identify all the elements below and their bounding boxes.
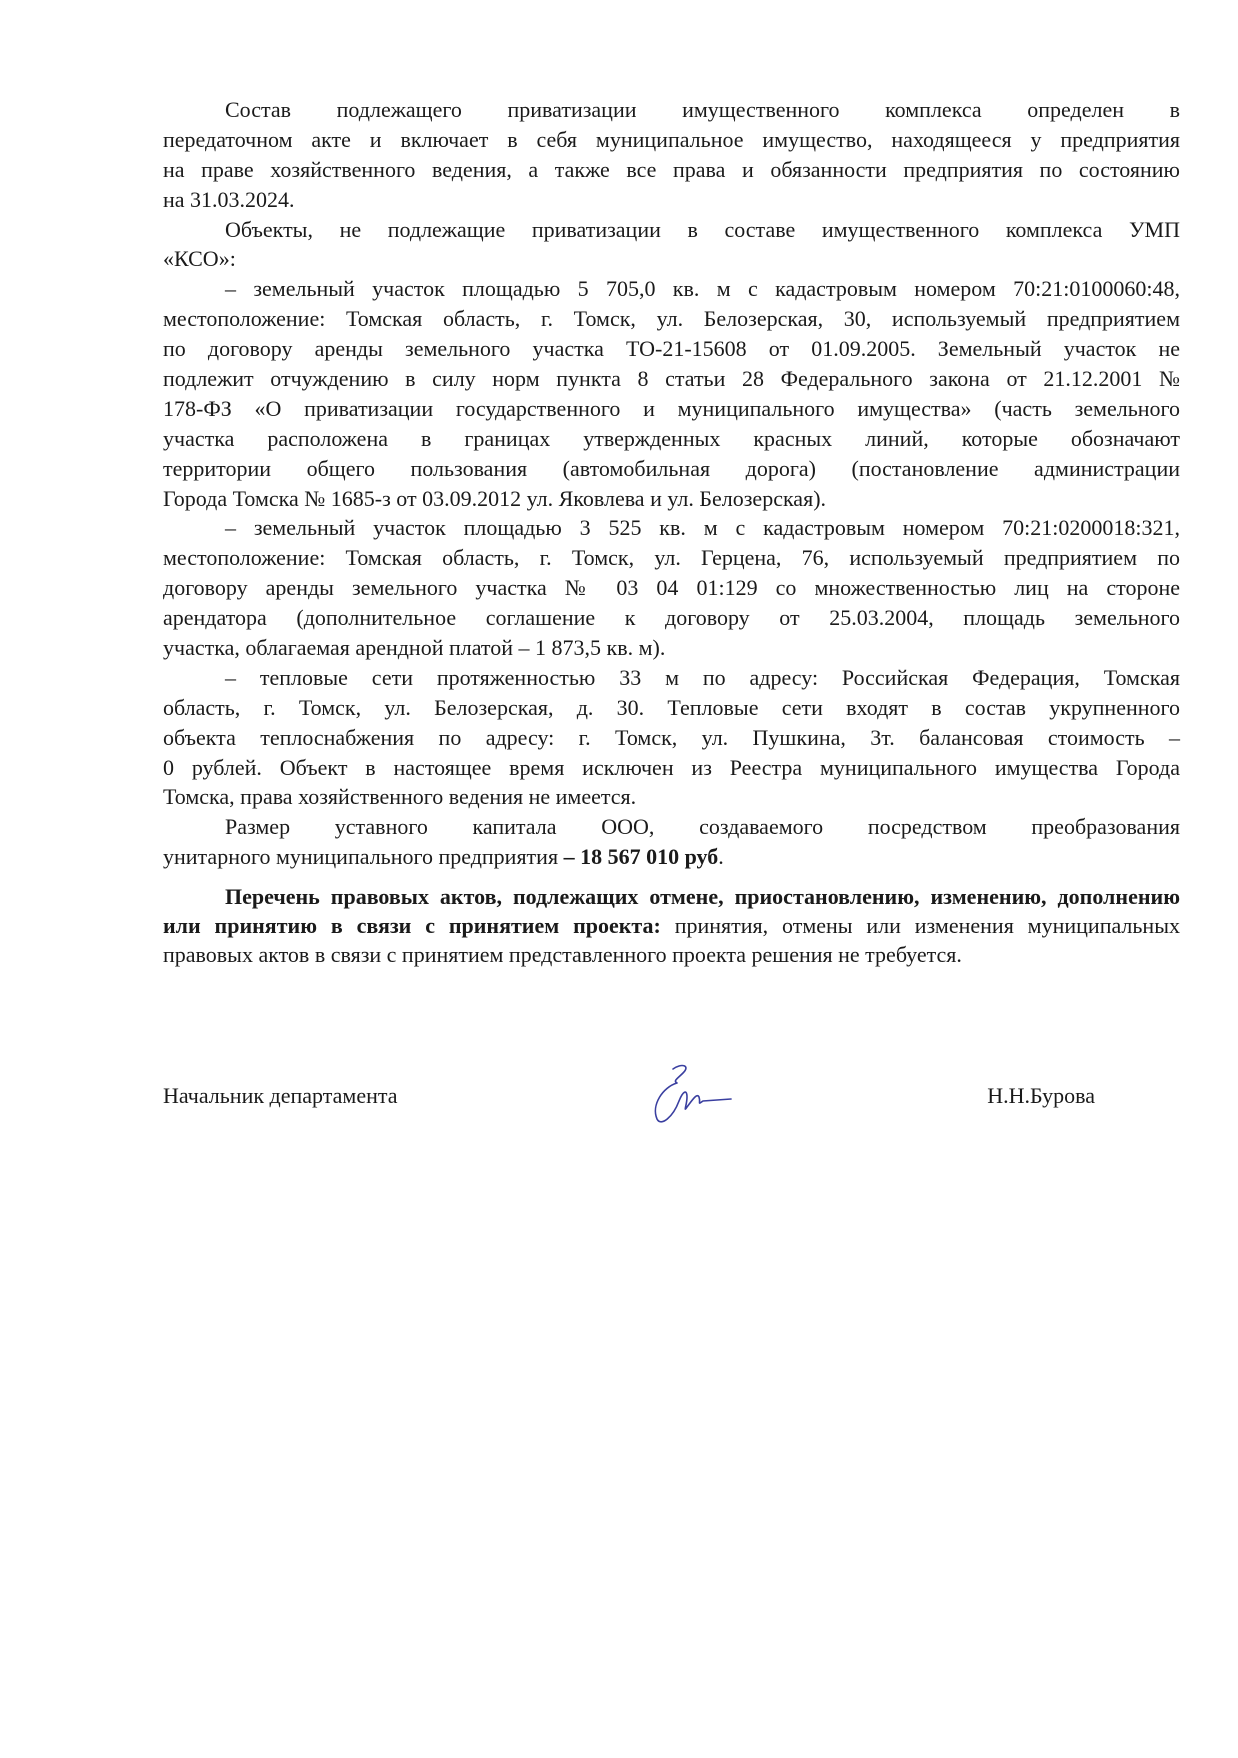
text-line: объекта теплоснабжения по адресу: г. Томск, ул. Пушкина, 3т. балансовая стоимость –	[163, 724, 1180, 750]
text-line	[163, 842, 1180, 872]
capital-amount: – 18 567 010 руб	[563, 844, 719, 870]
paragraph-excluded-objects	[163, 215, 1180, 275]
text-line: 178-ФЗ «О приватизации государственного и муниципального имущества» (часть земельного	[163, 395, 1180, 421]
text-line: Города Томска № 1685-з от 03.09.2012 ул. Яковлева и ул. Белозерская).	[163, 485, 827, 511]
paragraph-heat-networks	[163, 663, 1180, 812]
text-line: – земельный участок площадью 3 525 кв. м с кадастровым номером 70:21:0200018:321,	[225, 515, 1180, 541]
text-line: территории общего пользования (автомобильная дорога) (постановление администрации	[163, 455, 1180, 481]
text-line: арендатора (дополнительное соглашение к договору от 25.03.2004, площадь земельного	[163, 605, 1180, 631]
text-line: Размер уставного капитала ООО, создаваемого посредством преобразования	[225, 814, 1180, 840]
text-line: подлежит отчуждению в силу норм пункта 8 статьи 28 Федерального закона от 21.12.2001 №	[163, 366, 1180, 392]
handwritten-signature-icon	[643, 1061, 743, 1131]
text-line: на праве хозяйственного ведения, а также все права и обязанности предприятия по состоянию	[163, 156, 1180, 182]
text-line: Томска, права хозяйственного ведения не имеется.	[163, 784, 637, 810]
paragraph-legal-acts	[163, 882, 1180, 969]
text-line: на 31.03.2024.	[163, 186, 295, 212]
text-line: область, г. Томск, ул. Белозерская, д. 30. Тепловые сети входят в состав укрупненного	[163, 694, 1180, 720]
text-line: участка расположена в границах утвержденных красных линий, которые обозначают	[163, 425, 1180, 451]
text-line: Состав подлежащего приватизации имущественного комплекса определен в	[225, 97, 1180, 122]
text-line: Объекты, не подлежащие приватизации в составе имущественного комплекса УМП	[225, 216, 1180, 242]
paragraph-land-plot-1	[163, 274, 1180, 513]
paragraph-authorized-capital	[163, 812, 1180, 872]
text-line: – тепловые сети протяженностью 33 м по адресу: Российская Федерация, Томская	[225, 664, 1180, 690]
paragraph-composition	[163, 95, 1180, 215]
text-line: местоположение: Томская область, г. Томск, ул. Герцена, 76, используемый предприятием по	[163, 545, 1180, 571]
text-line: передаточном акте и включает в себя муниципальное имущество, находящееся у предприятия	[163, 126, 1180, 152]
text-line: договору аренды земельного участка № 03 04 01:129 со множественностью лиц на стороне	[163, 575, 1180, 601]
text-line: местоположение: Томская область, г. Томск, ул. Белозерская, 30, используемый предприятием	[163, 306, 1180, 332]
text-line: – земельный участок площадью 5 705,0 кв. м с кадастровым номером 70:21:0100060:48,	[225, 276, 1180, 302]
text-line: «КСО»:	[163, 246, 236, 272]
signatory-name: Н.Н.Бурова	[987, 1083, 1095, 1108]
document-body	[163, 95, 1180, 872]
paragraph-land-plot-2	[163, 513, 1180, 662]
signatory-title: Начальник департамента	[163, 1083, 398, 1108]
text-line: участка, облагаемая арендной платой – 1 873,5 кв. м).	[163, 635, 666, 661]
text-line: 0 рублей. Объект в настоящее время исключен из Реестра муниципального имущества Города	[163, 754, 1180, 780]
legal-acts-text: принятия, отмены или изменения муниципальных правовых актов в связи с принятием представленного проекта решения не требуется.	[163, 913, 1180, 967]
legal-acts-heading: Перечень правовых актов, подлежащих отмене, приостановлению, изменению, дополнению или принятию в связи с принятием проекта:	[163, 884, 1180, 938]
capital-prefix: унитарного муниципального предприятия	[163, 844, 564, 870]
capital-suffix: .	[718, 844, 724, 870]
text-line: по договору аренды земельного участка ТО-21-15608 от 01.09.2005. Земельный участок не	[163, 336, 1180, 362]
